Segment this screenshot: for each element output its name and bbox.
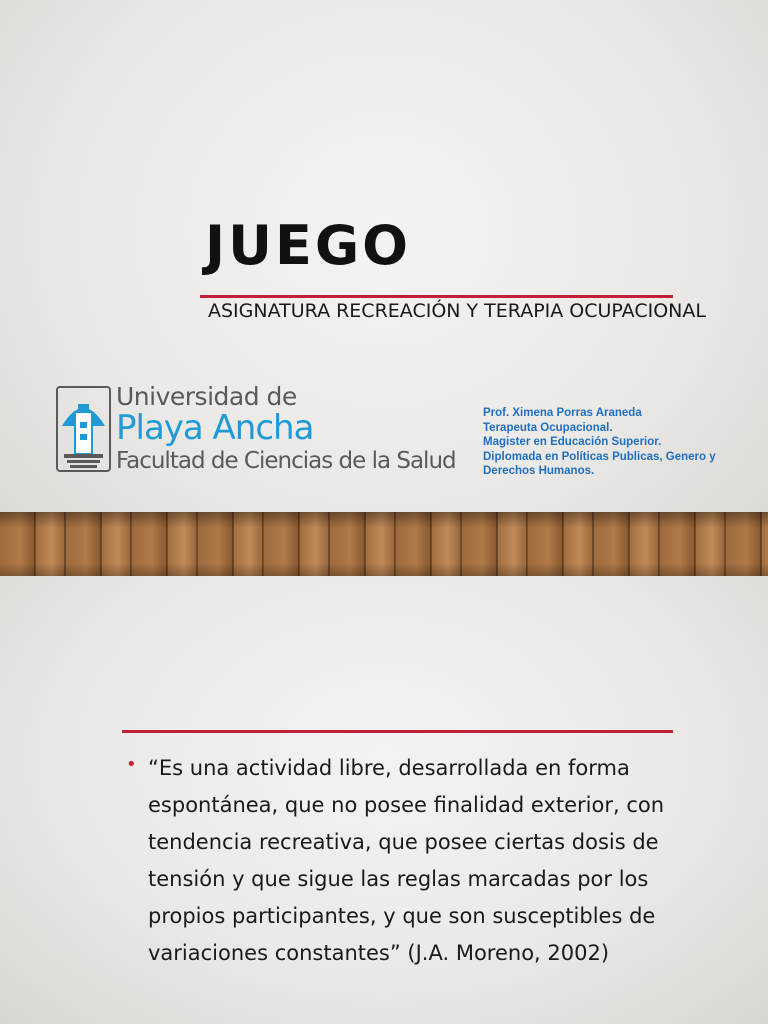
slide-title: JUEGO — [205, 214, 412, 277]
lighthouse-emblem-icon — [56, 386, 111, 472]
logo-text-playa-ancha: Playa Ancha — [116, 408, 314, 448]
wood-floor-decoration — [0, 512, 768, 576]
title-divider — [200, 295, 673, 298]
author-info — [483, 406, 743, 479]
bullet-marker: • — [126, 754, 137, 775]
logo-text-faculty: Facultad de Ciencias de la Salud — [116, 448, 456, 474]
content-divider — [122, 730, 673, 733]
university-logo — [56, 382, 456, 476]
logo-text-university: Universidad de — [116, 382, 297, 411]
author-title: Terapeuta Ocupacional. — [483, 421, 613, 434]
definition-quote: “Es una actividad libre, desarrollada en forma espontánea, que no posee finalidad exterior, con tendencia recreativa, que posee ciertas dosis de tensión y que sigue las reglas marcadas por los propios participantes, y que son susceptibles de variaciones constantes” (J.A. Moreno, 2002) — [148, 756, 665, 965]
slide-2 — [0, 576, 768, 1024]
slide-subtitle: ASIGNATURA RECREACIÓN Y TERAPIA OCUPACIONAL — [208, 300, 706, 322]
author-name: Prof. Ximena Porras Araneda — [483, 407, 642, 419]
author-degree: Magister en Educación Superior. — [483, 436, 662, 448]
author-diploma: Diplomada en Políticas Publicas, Genero y Derechos Humanos. — [483, 450, 716, 477]
